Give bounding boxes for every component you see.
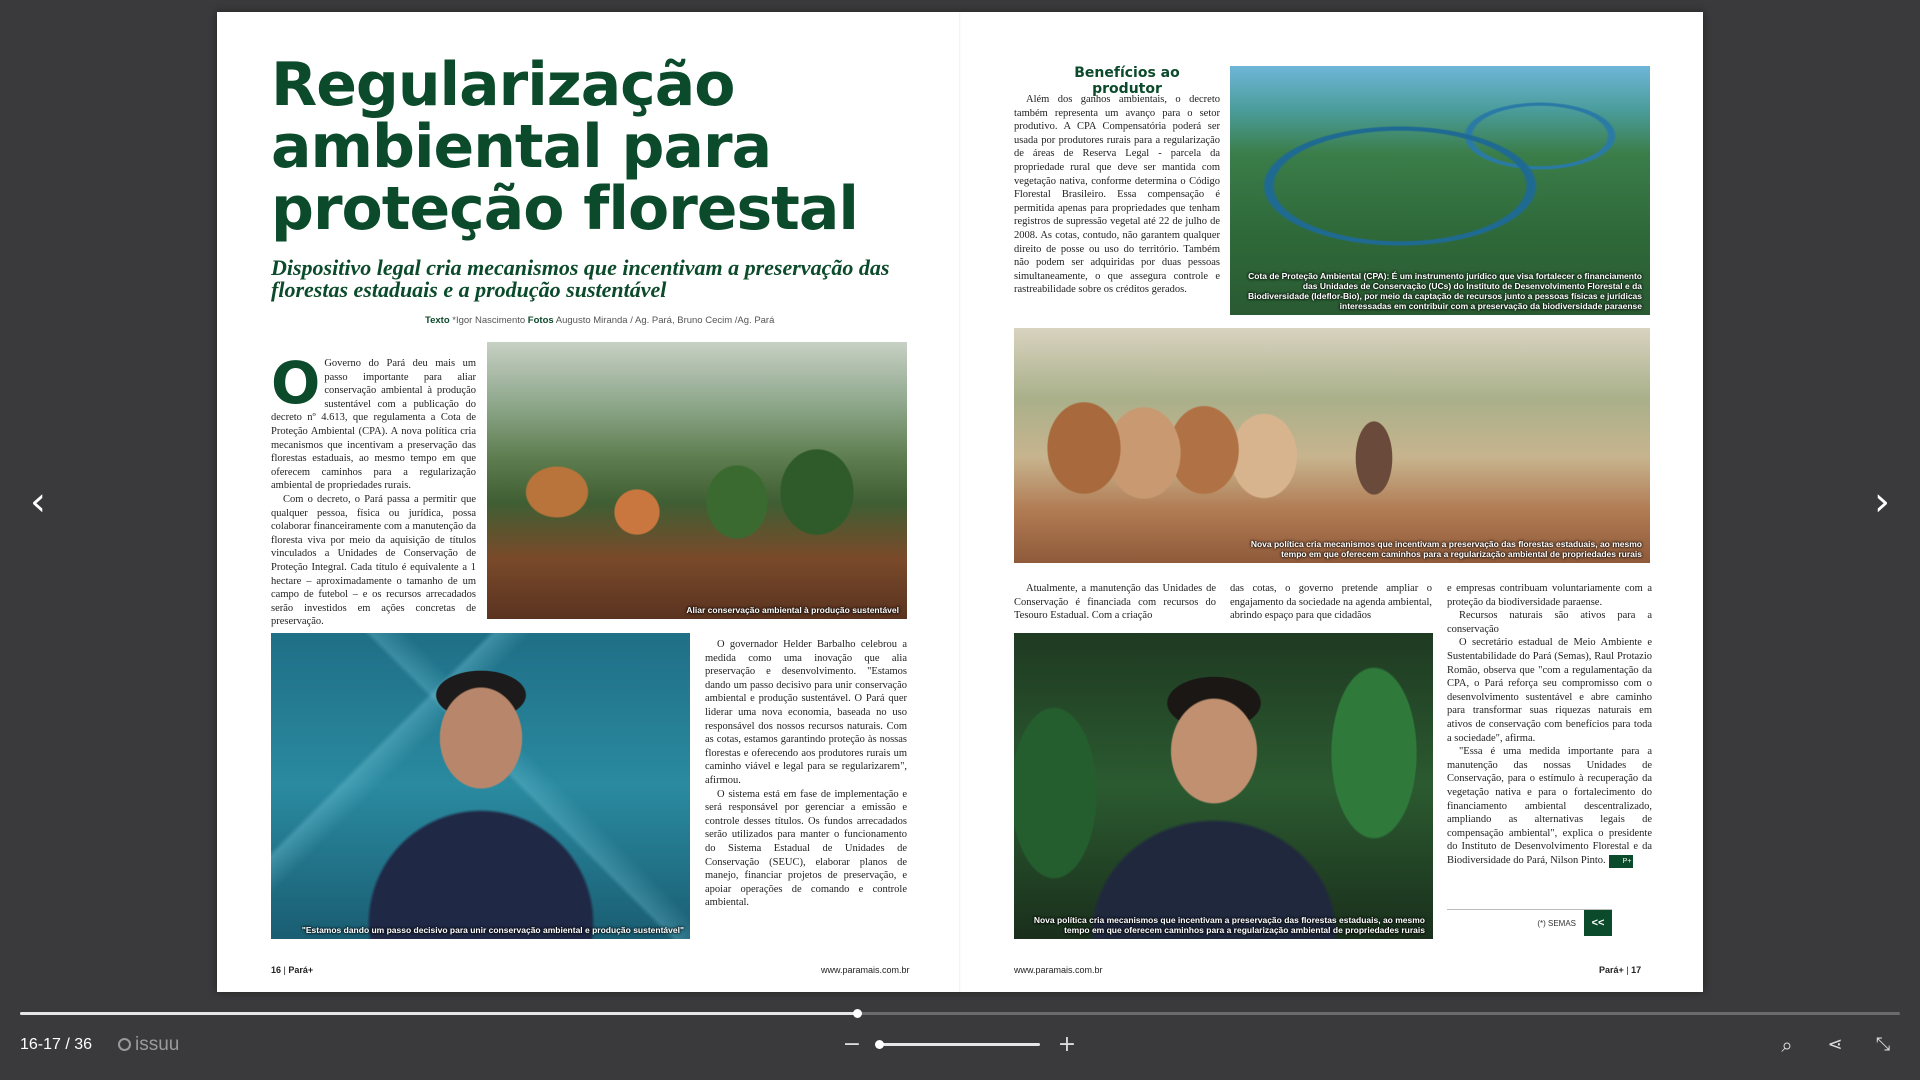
paragraph-text: "Essa é uma medida importante para a manutenção das nossas Unidades de Conservação, para o estímulo à recuperação da vegetação nativa e para o fortalecimento do financiamento ambiental descentralizado, ampliando as alternativas legais de compensação ambiental", explica o presidente do Instituto de Desenvolvimento Florestal e da Biodiversidade do Pará, Nilson Pinto. bbox=[1447, 746, 1652, 866]
end-mark: P+ bbox=[1609, 855, 1634, 869]
article-column-1 bbox=[271, 349, 476, 629]
document-progress-bar[interactable] bbox=[20, 1012, 1900, 1015]
section-title: Benefícios ao produtor bbox=[1074, 65, 1180, 97]
article-subhead: Dispositivo legal cria mecanismos que incentivam a preservação das florestas estaduais e a produção sustentável bbox=[271, 255, 890, 302]
paragraph bbox=[1447, 745, 1652, 868]
benefits-column bbox=[1014, 93, 1220, 297]
byline bbox=[425, 315, 774, 326]
left-footer-left bbox=[271, 965, 313, 975]
photo-caption: "Estamos dando um passo decisivo para unir conservação ambiental e produção sustentável" bbox=[301, 925, 684, 935]
byline-text-label: Texto bbox=[425, 315, 450, 326]
page-spread bbox=[217, 12, 1703, 992]
byline-author: *Igor Nascimento bbox=[449, 315, 528, 326]
right-footer-right bbox=[1599, 965, 1641, 975]
viewer-toolbar bbox=[0, 1020, 1920, 1080]
zoom-slider[interactable] bbox=[878, 1043, 1040, 1046]
paragraph: e empresas contribuam voluntariamente com a proteção da biodiversidade paraense. bbox=[1447, 583, 1652, 608]
plus-icon[interactable]: + bbox=[1057, 1032, 1077, 1057]
fullscreen-exit-icon[interactable]: ⤡ bbox=[1875, 1034, 1891, 1055]
footer-separator: | bbox=[1626, 965, 1629, 975]
byline-photos-label: Fotos bbox=[527, 315, 554, 326]
article-headline: Regularização ambiental para proteção florestal bbox=[271, 50, 858, 244]
paragraph: Atualmente, a manutenção das Unidades de Conservação é financiada com recursos do Tesouro Estadual. Com a criação bbox=[1014, 583, 1216, 622]
paragraph: O secretário estadual de Meio Ambiente e Sustentabilidade do Pará (Semas), Raul Protazio Romão, observa que "com a regulamentação da CPA, o Pará reforça seu compromisso com o desenvolvimento sustentável e abre caminho para transformar suas riquezas naturais em ativos de conservação com benefícios para toda a sociedade", afirma. bbox=[1447, 637, 1652, 744]
back-to-start-button[interactable]: << bbox=[1584, 910, 1612, 936]
page-number: 16 bbox=[271, 965, 282, 975]
byline-photographers: Augusto Miranda / Ag. Pará, Bruno Cecim /Ag. Pará bbox=[553, 315, 775, 326]
brand-name: issuu bbox=[135, 1034, 180, 1055]
cattle-photo bbox=[1014, 328, 1650, 563]
photo-caption: Nova política cria mecanismos que incentivam a preservação das florestas estaduais, ao mesmo tempo em que oferecem caminhos para a regularização ambiental de propriedades rurais bbox=[1250, 539, 1642, 559]
progress-handle[interactable] bbox=[853, 1009, 862, 1018]
page-indicator: 16-17 / 36 bbox=[20, 1036, 93, 1053]
lower-column-1 bbox=[1014, 582, 1216, 623]
photo-caption: Nova política cria mecanismos que incentivam a preservação das florestas estaduais, ao mesmo tempo em que oferecem caminhos para a regularização ambiental de propriedades rurais bbox=[1033, 915, 1425, 935]
article-column-2 bbox=[705, 638, 907, 910]
magazine-name: Pará+ bbox=[1599, 965, 1624, 975]
issuu-logo[interactable] bbox=[118, 1034, 179, 1056]
paragraph: Governo do Pará deu mais um passo importante para aliar conservação ambiental à produção sustentável com a publicação do decreto nº 4.613, que regulamenta a Cota de Proteção Ambiental (CPA). A nova política cria mecanismos que incentivam a preservação das florestas estaduais, ao mesmo tempo em que oferecem caminhos para a regularização ambiental de propriedades rurais. bbox=[271, 358, 476, 492]
left-page bbox=[217, 12, 960, 992]
paragraph: das cotas, o governo pretende ampliar o engajamento da sociedade na agenda ambiental, abrindo espaço para que cidadãos bbox=[1230, 583, 1432, 622]
zoom-handle[interactable] bbox=[875, 1040, 884, 1049]
author-note: (*) SEMAS bbox=[1537, 919, 1576, 928]
paragraph: Além dos ganhos ambientais, o decreto também representa um avanço para o setor produtivo. A CPA Compensatória poderá ser usada por produtores rurais para a regularização de áreas de Reserva Legal - parcela da propriedade rural que deve ser mantida com vegetação nativa, conforme determina o Código Florestal Brasileiro. Essa compensação é permitida apenas para propriedades que tenham registros de supressão vegetal até 22 de julho de 2008. As cotas, contudo, não garantem qualquer direito de posse ou uso do território. Também não podem ser adquiridas por duas pessoas simultaneamente, o que assegura controle e rastreabilidade sobre os créditos gerados. bbox=[1014, 94, 1220, 296]
minus-icon[interactable]: − bbox=[842, 1032, 862, 1057]
lower-column-3 bbox=[1447, 582, 1652, 868]
share-icon[interactable]: ⋖ bbox=[1827, 1034, 1843, 1055]
footer-url: www.paramais.com.br bbox=[1014, 965, 1103, 975]
footer-separator: | bbox=[283, 965, 286, 975]
photo-caption: Aliar conservação ambiental à produção sustentável bbox=[686, 605, 899, 615]
author-note-box bbox=[1447, 909, 1612, 935]
footer-url: www.paramais.com.br bbox=[821, 965, 910, 975]
chevron-right-icon[interactable]: › bbox=[1874, 479, 1890, 525]
progress-fill bbox=[20, 1012, 857, 1015]
paragraph: Com o decreto, o Pará passa a permitir que qualquer pessoa, física ou jurídica, possa colaborar financeiramente com a manutenção da floresta viva por meio da aquisição de títulos vinculados a Unidades de Conservação de Proteção Integral. Cada título é equivalente a 1 hectare – aproximadamente o tamanho de um campo de futebol – e os recursos arrecadados serão investidos em ações concretas de preservação. bbox=[271, 493, 476, 628]
secretary-photo bbox=[1014, 633, 1433, 939]
paragraph: Recursos naturais são ativos para a conservação bbox=[1447, 610, 1652, 635]
page-number: 17 bbox=[1631, 965, 1642, 975]
drop-cap: O bbox=[271, 349, 321, 417]
magazine-name: Pará+ bbox=[288, 965, 314, 975]
paragraph: O sistema está em fase de implementação e será responsável por gerenciar a emissão e controle desses títulos. Os fundos arrecadados serão utilizados para manter o funcionamento do Sistema Estadual de Unidades de Conservação (SEUC), elaborar planos de manejo, financiar projetos de preservação, e apoiar operações de comando e controle ambiental. bbox=[705, 788, 907, 909]
search-icon[interactable]: ⌕ bbox=[1781, 1033, 1793, 1057]
lower-column-2 bbox=[1230, 582, 1432, 623]
governor-photo bbox=[271, 633, 690, 939]
photo-caption: Cota de Proteção Ambiental (CPA): É um instrumento jurídico que visa fortalecer o financiamento das Unidades de Conservação (UCs) do Instituto de Desenvolvimento Florestal e da Biodiversidade (Ideflor-Bio), por meio da captação de recursos junto a pessoas físicas e jurídicas interessadas em contribuir com a preservação da biodiversidade paraense bbox=[1248, 271, 1642, 311]
paragraph: O governador Helder Barbalho celebrou a medida como uma inovação que alia preservação e desenvolvimento. "Estamos dando um passo decisivo para unir conservação ambiental e produção sustentável. O Pará quer liderar uma nova economia, baseada no uso responsável dos nossos recursos naturais. Com as cotas, estamos garantindo proteção às nossas florestas e oferecendo aos produtores rurais um caminho viável e legal para se regularizarem", afirmou. bbox=[705, 639, 907, 786]
issuu-ring-icon bbox=[118, 1038, 131, 1051]
forest-photo bbox=[487, 342, 907, 619]
chevron-left-icon[interactable]: ‹ bbox=[30, 479, 46, 525]
river-aerial-photo bbox=[1230, 66, 1650, 315]
